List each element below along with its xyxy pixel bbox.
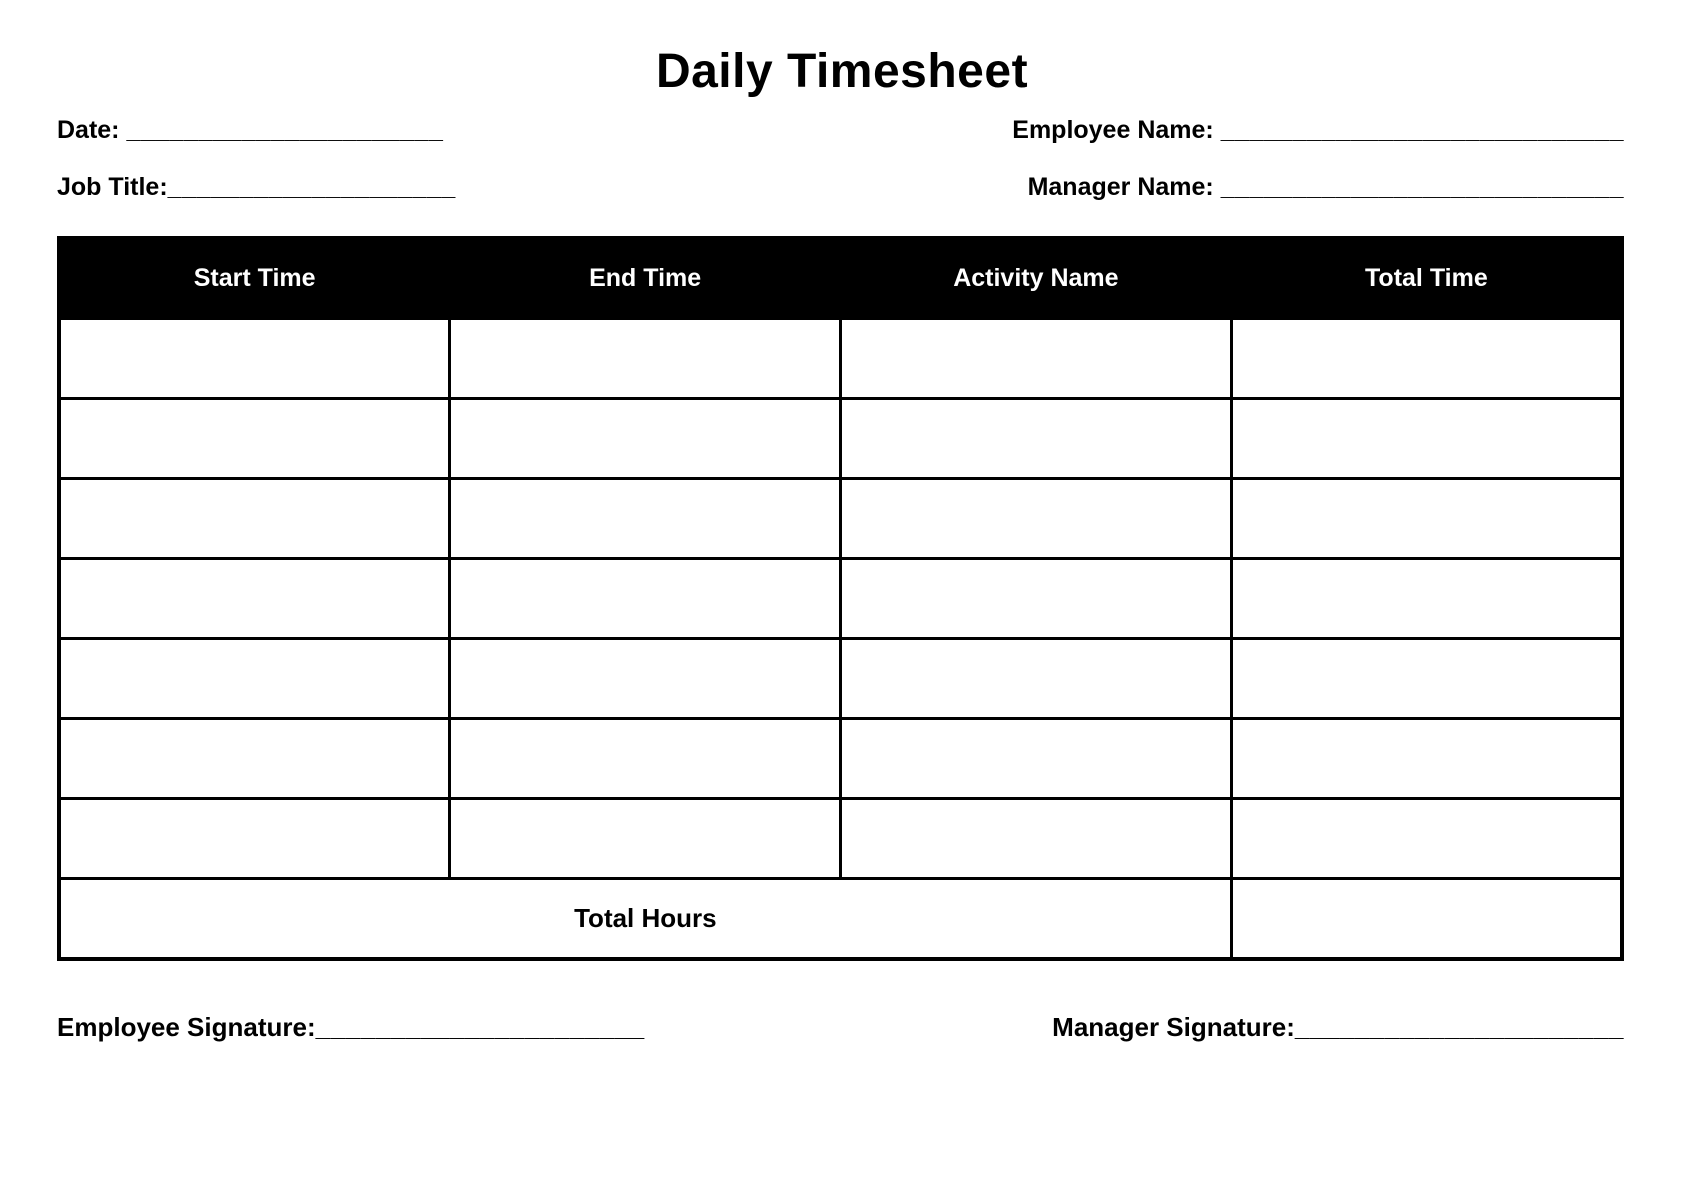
- header-start-time: Start Time: [59, 238, 450, 319]
- timesheet-cell[interactable]: [450, 639, 841, 719]
- date-field: [57, 116, 443, 145]
- table-row: [59, 559, 1622, 639]
- timesheet-cell[interactable]: [1231, 399, 1622, 479]
- manager-signature-field: [1052, 1012, 1624, 1043]
- header-activity-name: Activity Name: [841, 238, 1232, 319]
- table-row: [59, 319, 1622, 399]
- timesheet-cell[interactable]: [841, 399, 1232, 479]
- timesheet-cell[interactable]: [841, 639, 1232, 719]
- timesheet-cell[interactable]: [59, 559, 450, 639]
- total-hours-label: Total Hours: [59, 879, 1231, 960]
- page-title: Daily Timesheet: [655, 45, 1029, 98]
- timesheet-cell[interactable]: [1231, 719, 1622, 799]
- employee-name-label: Employee Name:: [1012, 116, 1221, 144]
- timesheet-cell[interactable]: [450, 559, 841, 639]
- header-total-time: Total Time: [1231, 238, 1622, 319]
- manager-name-field: [1028, 173, 1624, 202]
- total-hours-value-cell[interactable]: [1231, 879, 1622, 960]
- timesheet-cell[interactable]: [450, 799, 841, 879]
- table-row: [59, 799, 1622, 879]
- header-end-time: End Time: [450, 238, 841, 319]
- timesheet-cell[interactable]: [1231, 559, 1622, 639]
- table-row: [59, 479, 1622, 559]
- manager-signature-line[interactable]: ______________________: [1294, 1012, 1624, 1042]
- table-row: [59, 719, 1622, 799]
- timesheet-cell[interactable]: [841, 319, 1232, 399]
- timesheet-table-body: [59, 319, 1622, 879]
- table-row: [59, 399, 1622, 479]
- timesheet-cell[interactable]: [450, 719, 841, 799]
- timesheet-table-footer: [59, 879, 1622, 960]
- timesheet-cell[interactable]: [1231, 479, 1622, 559]
- meta-row-2: [57, 173, 1624, 202]
- timesheet-cell[interactable]: [450, 319, 841, 399]
- timesheet-cell[interactable]: [1231, 799, 1622, 879]
- timesheet-cell[interactable]: [841, 559, 1232, 639]
- meta-row-1: [57, 116, 1624, 145]
- job-title-field: [57, 173, 456, 202]
- manager-signature-label: Manager Signature:: [1052, 1012, 1295, 1042]
- employee-signature-label: Employee Signature:: [57, 1012, 316, 1042]
- timesheet-cell[interactable]: [841, 799, 1232, 879]
- date-input-line[interactable]: ______________________: [126, 116, 444, 144]
- employee-signature-field: [57, 1012, 645, 1043]
- timesheet-cell[interactable]: [59, 719, 450, 799]
- total-hours-row: [59, 879, 1622, 960]
- employee-name-input-line[interactable]: ____________________________: [1220, 116, 1624, 144]
- timesheet-cell[interactable]: [450, 479, 841, 559]
- manager-name-label: Manager Name:: [1027, 173, 1221, 201]
- table-row: [59, 639, 1622, 719]
- employee-name-field: [1012, 116, 1624, 145]
- timesheet-table-header: [59, 238, 1622, 319]
- job-title-input-line[interactable]: ____________________: [167, 173, 456, 201]
- job-title-label: Job Title:: [57, 173, 168, 201]
- timesheet-table: [57, 236, 1624, 961]
- manager-name-input-line[interactable]: ____________________________: [1220, 173, 1624, 201]
- timesheet-cell[interactable]: [841, 719, 1232, 799]
- date-label: Date:: [57, 116, 127, 144]
- timesheet-cell[interactable]: [59, 399, 450, 479]
- timesheet-cell[interactable]: [841, 479, 1232, 559]
- timesheet-cell[interactable]: [450, 399, 841, 479]
- timesheet-cell[interactable]: [1231, 319, 1622, 399]
- header-row: [59, 238, 1622, 319]
- timesheet-cell[interactable]: [59, 479, 450, 559]
- employee-signature-line[interactable]: ______________________: [315, 1012, 645, 1042]
- timesheet-cell[interactable]: [59, 639, 450, 719]
- timesheet-cell[interactable]: [59, 799, 450, 879]
- timesheet-cell[interactable]: [59, 319, 450, 399]
- timesheet-cell[interactable]: [1231, 639, 1622, 719]
